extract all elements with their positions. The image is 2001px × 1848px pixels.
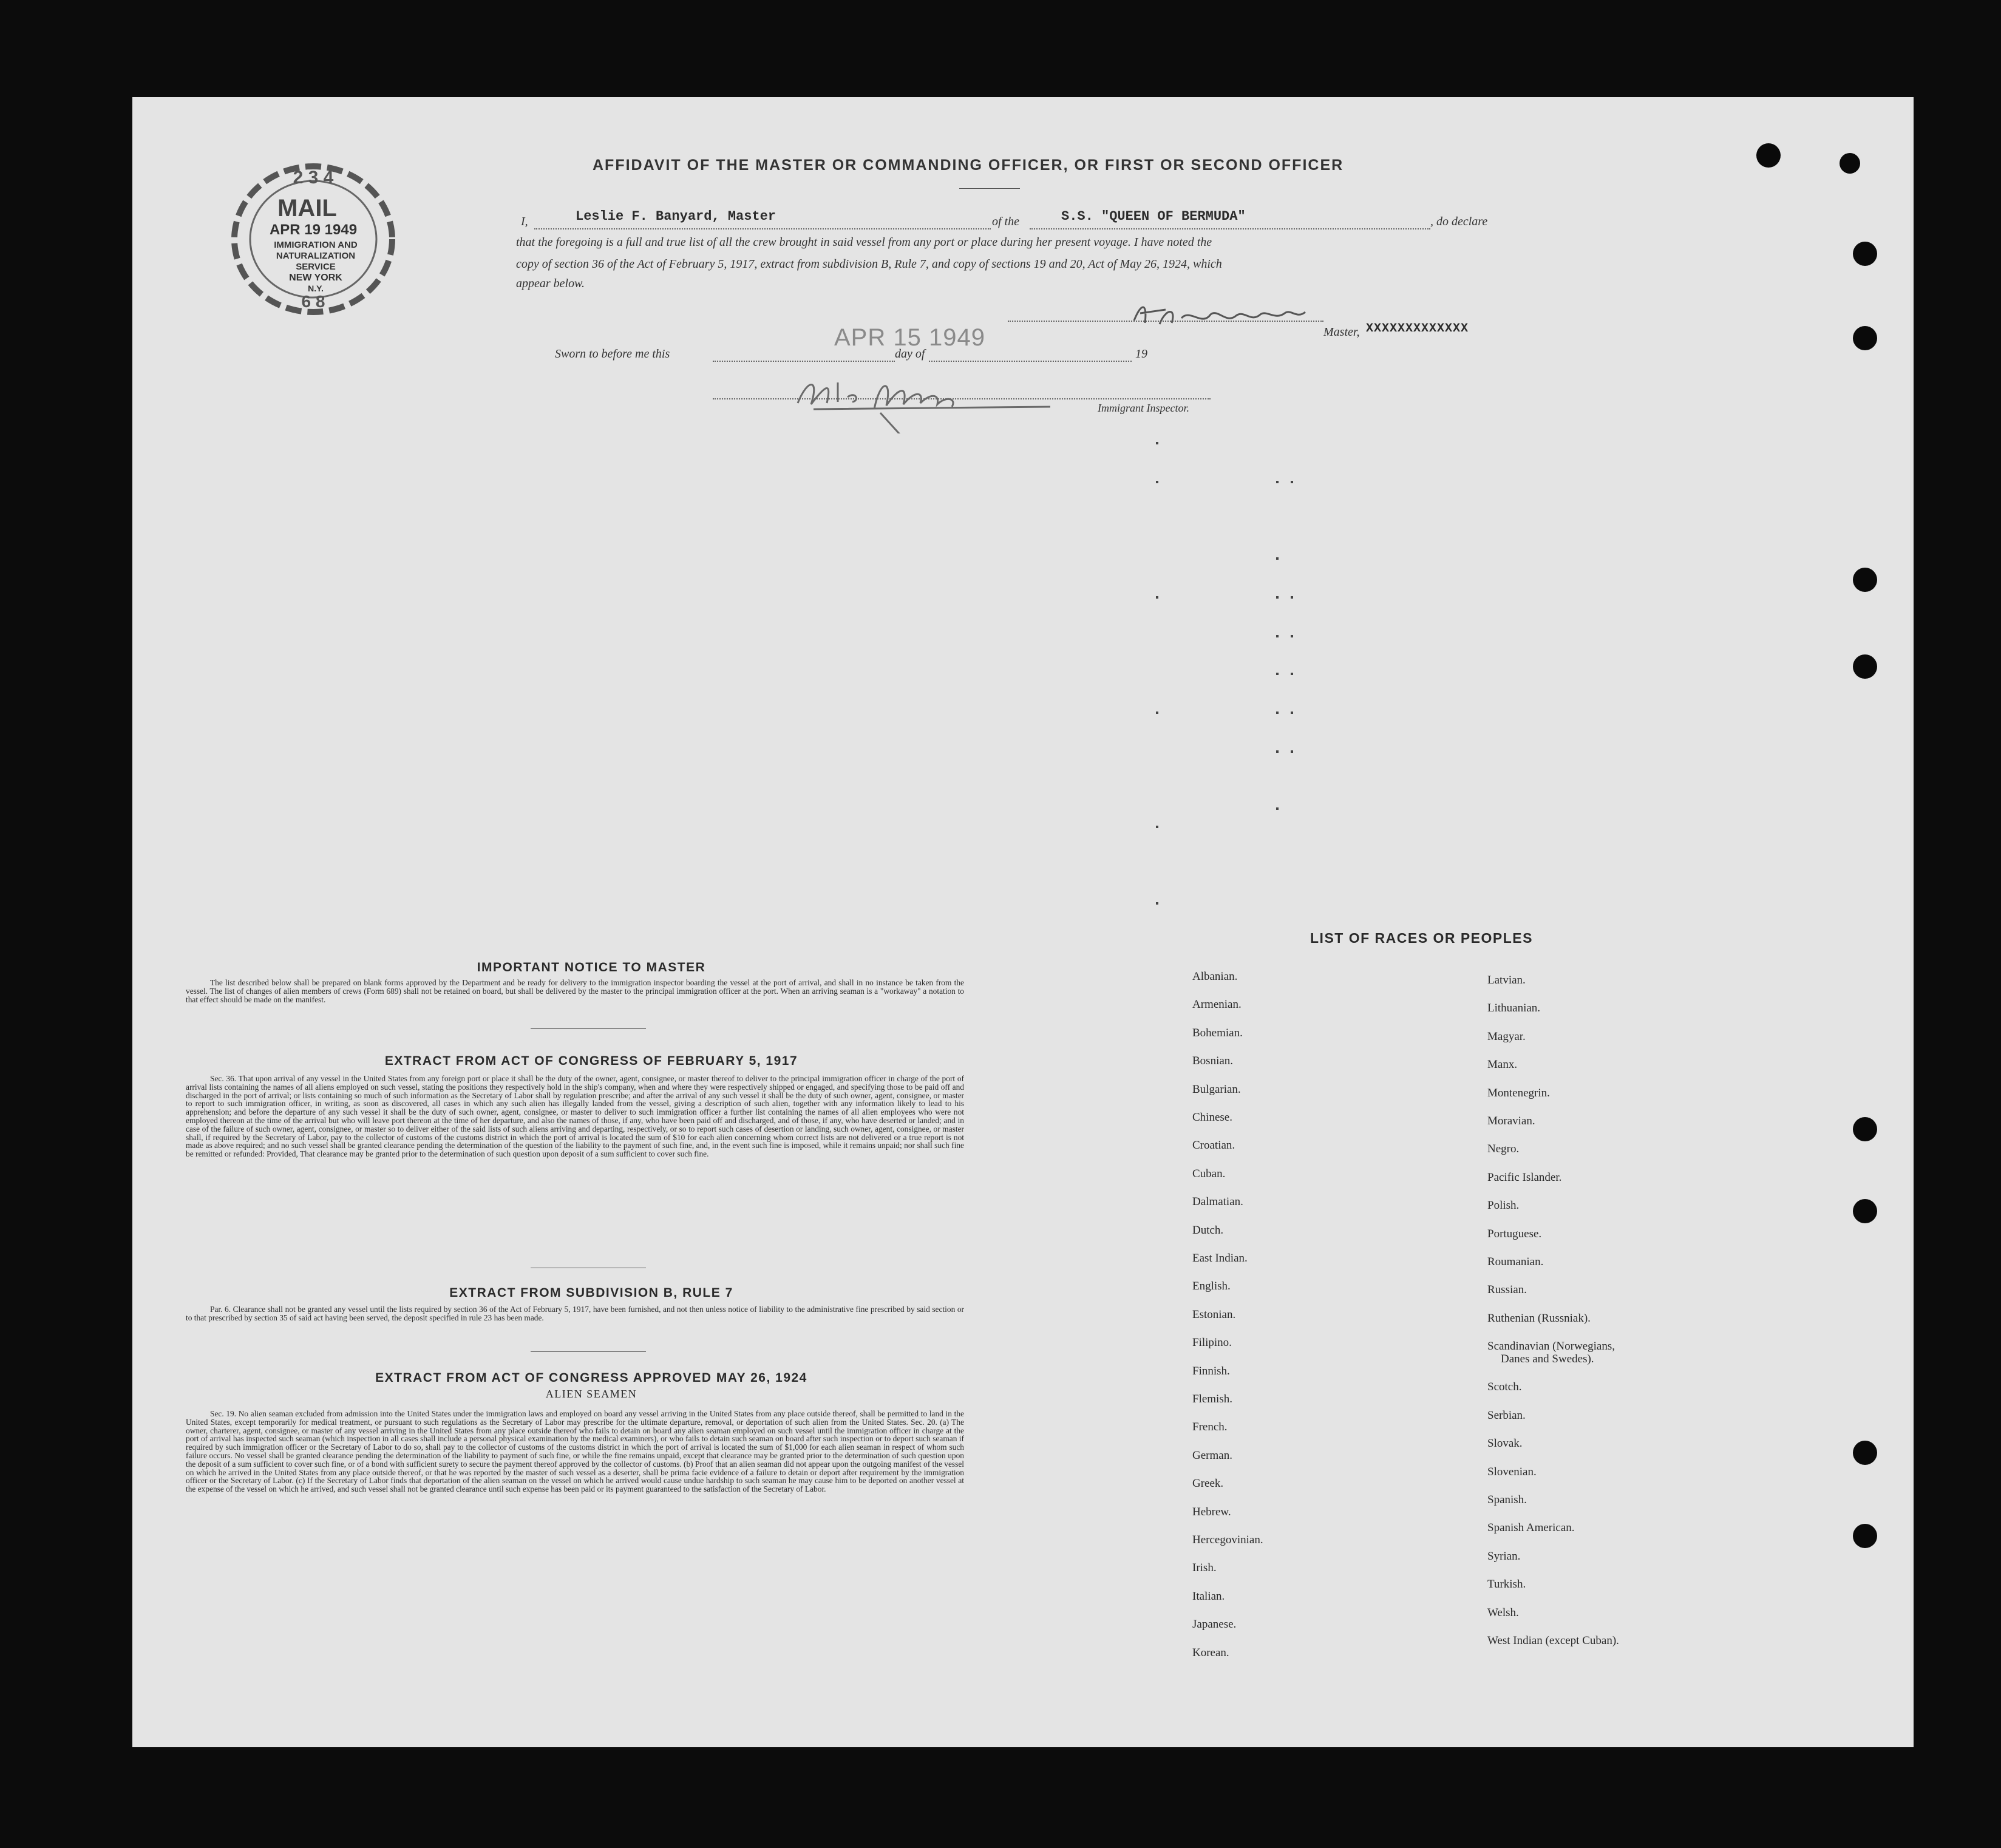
race-item: Scandinavian (Norwegians, <box>1487 1340 1615 1353</box>
race-item: Italian. <box>1192 1589 1225 1603</box>
race-item: Bulgarian. <box>1192 1082 1241 1096</box>
affidavit-body-line-3: appear below. <box>516 277 585 290</box>
do-declare-label: , do declare <box>1430 215 1488 228</box>
race-item: Portuguese. <box>1487 1227 1542 1240</box>
race-item: Armenian. <box>1192 998 1242 1011</box>
inspector-signature <box>789 367 1068 433</box>
year-prefix: 19 <box>1135 347 1147 361</box>
race-item: Syrian. <box>1487 1549 1521 1563</box>
race-item: German. <box>1192 1449 1232 1462</box>
race-item: Latvian. <box>1487 974 1526 987</box>
extract-1924-title: EXTRACT FROM ACT OF CONGRESS APPROVED MAY 26, 1924 <box>375 1371 807 1385</box>
race-item: Korean. <box>1192 1646 1229 1659</box>
race-item: Spanish. <box>1487 1493 1527 1507</box>
race-item: Montenegrin. <box>1487 1086 1550 1099</box>
stamp-bottom-numbers: 6 8 <box>301 292 325 311</box>
extract-rule7-text: Par. 6. Clearance shall not be granted any vessel until the lists required by section 36 of the Act of February 5, 1917, have been furnished, and not then unless notice of liability to the administrative fine prescribed by said section or to that prescribed by section 35 of said act having been served, the deposit specified in rule 23 has been made. <box>186 1305 964 1322</box>
inspector-label: Immigrant Inspector. <box>1098 402 1189 414</box>
race-item: Estonian. <box>1192 1308 1236 1321</box>
race-item: Russian. <box>1487 1283 1527 1297</box>
stamp-line1: IMMIGRATION AND <box>274 240 358 250</box>
race-item: Japanese. <box>1192 1618 1237 1631</box>
race-item: Hebrew. <box>1192 1505 1231 1518</box>
sworn-day-line <box>713 361 895 362</box>
race-item: Roumanian. <box>1487 1255 1544 1268</box>
punch-hole <box>1840 153 1860 174</box>
master-label: Master, <box>1323 325 1360 339</box>
race-item: Greek. <box>1192 1477 1224 1490</box>
race-item: Magyar. <box>1487 1030 1526 1043</box>
race-item: Chinese. <box>1192 1111 1232 1124</box>
master-struck-text: XXXXXXXXXXXXX <box>1366 322 1469 336</box>
race-item: Dalmatian. <box>1192 1195 1243 1209</box>
punch-hole <box>1853 1441 1877 1465</box>
extract-1924-text: Sec. 19. No alien seaman excluded from admission into the United States under the immigration laws and employed on board any vessel arriving in the United States from any place outside thereof, shall be permitted to land in the United States, except temporarily for medical treatment, or pursuant to such regulations as the Secretary of Labor may prescribe for the ultimate departure, removal, or deportation of such alien from the United States. Sec. 20. (a) The owner, charterer, agent, consignee, or master of any vessel arriving in the United States from any place outside thereof who fails to detain on board any alien seaman employed on such vessel until the immigration officer in charge at the port of arrival has inspected such seaman (which inspection in all cases shall include a personal physical examination by the medical examiners), or who fails to detain such seaman on board after such inspection or to deport such seaman if required by such immigration officer or the Secretary of Labor to do so, shall pay to the collector of customs of the customs district in which the port of arrival is located the sum of $1,000 for each alien seaman in respect of whom such failure occurs. No vessel shall be granted clearance pending the determination of the liability to payment of such fine, or while the fine remains unpaid, except that clearance may be granted prior to the determination of such question upon the deposit of a sum sufficient to cover such fine, or of a bond with sufficient surety to secure the payment thereof approved by the collector of customs. (b) Proof that an alien seaman did not appear upon the outgoing manifest of the vessel on which he arrived in the United States from any place outside thereof, or that he was reported by the master of such vessel as a deserter, shall be prima facie evidence of a failure to detain or deport after requirement by the immigration officer or the Secretary of Labor. (c) If the Secretary of Labor finds that deportation of the alien seaman on the vessel on which he arrived would cause undue hardship to such seaman he may cause him to be deported on another vessel at the expense of the vessel on which he arrived, and such vessel shall not be granted clearance until such expense has been paid or its payment guaranteed to the satisfaction of the Secretary of Labor. <box>186 1409 964 1494</box>
race-item: Polish. <box>1487 1199 1520 1212</box>
stamp-line5: N.Y. <box>308 284 324 293</box>
mail-stamp <box>223 159 403 319</box>
of-the-label: of the <box>992 215 1019 228</box>
race-item: West Indian (except Cuban). <box>1487 1634 1619 1648</box>
vessel-line <box>1030 228 1430 229</box>
race-item: Pacific Islander. <box>1487 1170 1562 1184</box>
race-item: Bohemian. <box>1192 1026 1243 1039</box>
notice-title: IMPORTANT NOTICE TO MASTER <box>477 960 706 974</box>
race-item: Ruthenian (Russniak). <box>1487 1311 1591 1325</box>
race-item: Filipino. <box>1192 1336 1232 1350</box>
punch-hole <box>1853 1199 1877 1223</box>
sworn-date-stamp: APR 15 1949 <box>834 324 985 351</box>
punch-hole <box>1853 568 1877 592</box>
master-signature <box>1129 296 1336 333</box>
master-name-line <box>534 228 991 229</box>
document-page <box>132 97 1914 1747</box>
punch-hole <box>1853 654 1877 679</box>
race-item: Slovenian. <box>1487 1465 1537 1478</box>
race-item: Bosnian. <box>1192 1055 1234 1068</box>
race-item: Flemish. <box>1192 1393 1232 1405</box>
stamp-top-numbers: 2 3 4 <box>293 168 334 188</box>
affidavit-title: AFFIDAVIT OF THE MASTER OR COMMANDING OFFICER, OR FIRST OR SECOND OFFICER <box>593 157 1344 174</box>
race-item: Danes and Swedes). <box>1501 1353 1594 1366</box>
stamp-line4: NEW YORK <box>289 273 342 283</box>
race-item: East Indian. <box>1192 1252 1248 1265</box>
punch-hole <box>1853 326 1877 350</box>
race-item: Slovak. <box>1487 1437 1523 1450</box>
affidavit-body-line-2: copy of section 36 of the Act of February 5, 1917, extract from subdivision B, Rule 7, and copy of sections 19 and 20, Act of May 26, 1924, which <box>516 257 1222 271</box>
stamp-mail-word: MAIL <box>277 195 337 222</box>
race-item: Hercegovinian. <box>1192 1534 1263 1546</box>
stamp-line3: SERVICE <box>296 262 336 272</box>
punch-hole <box>1853 1524 1877 1548</box>
race-item: Welsh. <box>1487 1606 1519 1619</box>
master-name-field: Leslie F. Banyard, Master <box>576 209 776 224</box>
inspector-signature-line <box>713 398 1211 399</box>
stamp-date: APR 19 1949 <box>269 222 358 238</box>
punch-hole <box>1853 1117 1877 1141</box>
race-item: Albanian. <box>1192 970 1238 983</box>
race-item: Lithuanian. <box>1487 1002 1541 1015</box>
extract-1917-text: Sec. 36. That upon arrival of any vessel in the United States from any foreign port or place it shall be the duty of the owner, agent, consignee, or master thereof to deliver to the principal immigration officer in charge of the port of arrival lists containing the names of all aliens employed on such vessel, stating the positions they respectively hold in the ship's company, when and where they were respectively shipped or engaged, and specifying those to be paid off and discharged in the port of arrival; or lists containing so much of such information as the Secretary of Labor shall by regulation prescribe; and after the arrival of any such vessel it shall be the duty of such owner, agent, consignee, or master to report to such immigration officer, in writing, as soon as discovered, all cases in which any such alien has illegally landed from the vessel, giving a description of such alien, together with any information likely to lead to his apprehension; and before the departure of any such vessel it shall be the duty of such owner, agent, consignee, or master to deliver to such immigration officer a further list containing the names of all alien employees who were not employed thereon at the time of the arrival but who will leave port thereon at the time of her departure, and also the names of those, if any, who have been paid off and discharged, and of those, if any, who have deserted or landed; and in case of the failure of such owner, agent, consignee, or master so to deliver either of the said lists of such aliens arriving and departing, respectively, or so to report such cases of desertion or landing, such owner, agent, consignee, or master shall, if required by the Secretary of Labor, pay to the collector of customs of the customs district in which the port of arrival is located the sum of $10 for each alien concerning whom correct lists are not delivered or a true report is not made as above required; and no such vessel shall be granted clearance pending the determination of the question of the liability to the payment of such fine, and, in the event such fine is imposed, while it remains unpaid; nor shall such fine be remitted or refunded: Provided, That clearance may be granted prior to the determination of such question upon deposit of a sum sufficient to cover such fine. <box>186 1074 964 1159</box>
race-item: Serbian. <box>1487 1408 1526 1422</box>
punch-hole <box>1853 242 1877 266</box>
race-item: Manx. <box>1487 1058 1518 1072</box>
extract-rule7-title: EXTRACT FROM SUBDIVISION B, RULE 7 <box>449 1286 733 1300</box>
race-item: Moravian. <box>1487 1115 1535 1127</box>
vessel-name-field: S.S. "QUEEN OF BERMUDA" <box>1061 209 1246 224</box>
stamp-line2: NATURALIZATION <box>276 251 356 261</box>
extract-1917-title: EXTRACT FROM ACT OF CONGRESS OF FEBRUARY 5, 1917 <box>384 1054 798 1068</box>
affidavit-i-label: I, <box>521 215 528 228</box>
races-title: LIST OF RACES OR PEOPLES <box>1310 930 1533 946</box>
day-of-label: day of <box>895 347 925 361</box>
race-item: Croatian. <box>1192 1139 1235 1152</box>
affidavit-body-line-1: that the foregoing is a full and true list of all the crew brought in said vessel from any port or place during her present voyage. I have noted the <box>516 236 1212 249</box>
race-item: Negro. <box>1487 1143 1520 1156</box>
extract-1924-subtitle: ALIEN SEAMEN <box>545 1388 637 1400</box>
divider <box>959 188 1020 189</box>
race-item: French. <box>1192 1421 1228 1434</box>
divider <box>531 1351 646 1352</box>
punch-hole <box>1756 143 1781 168</box>
race-item: Spanish American. <box>1487 1521 1575 1535</box>
race-item: Dutch. <box>1192 1223 1224 1237</box>
divider <box>531 1028 646 1029</box>
race-item: Finnish. <box>1192 1364 1230 1378</box>
race-item: Scotch. <box>1487 1381 1522 1394</box>
sworn-month-line <box>929 361 1132 362</box>
race-item: English. <box>1192 1280 1231 1293</box>
race-item: Irish. <box>1192 1561 1217 1575</box>
notice-text: The list described below shall be prepared on blank forms approved by the Department and be ready for delivery to the immigration inspector boarding the vessel at the port of arrival, and shall in no instance be taken from the vessel. The list of changes of alien members of crews (Form 689) shall not be retained on board, but shall be delivered by the master to the principal immigration officer at the port. When an arriving seaman is a "workaway" a notation to that effect should be made on the manifest. <box>186 978 964 1004</box>
sworn-label: Sworn to before me this <box>555 347 670 361</box>
race-item: Cuban. <box>1192 1167 1226 1180</box>
race-item: Turkish. <box>1487 1578 1526 1591</box>
